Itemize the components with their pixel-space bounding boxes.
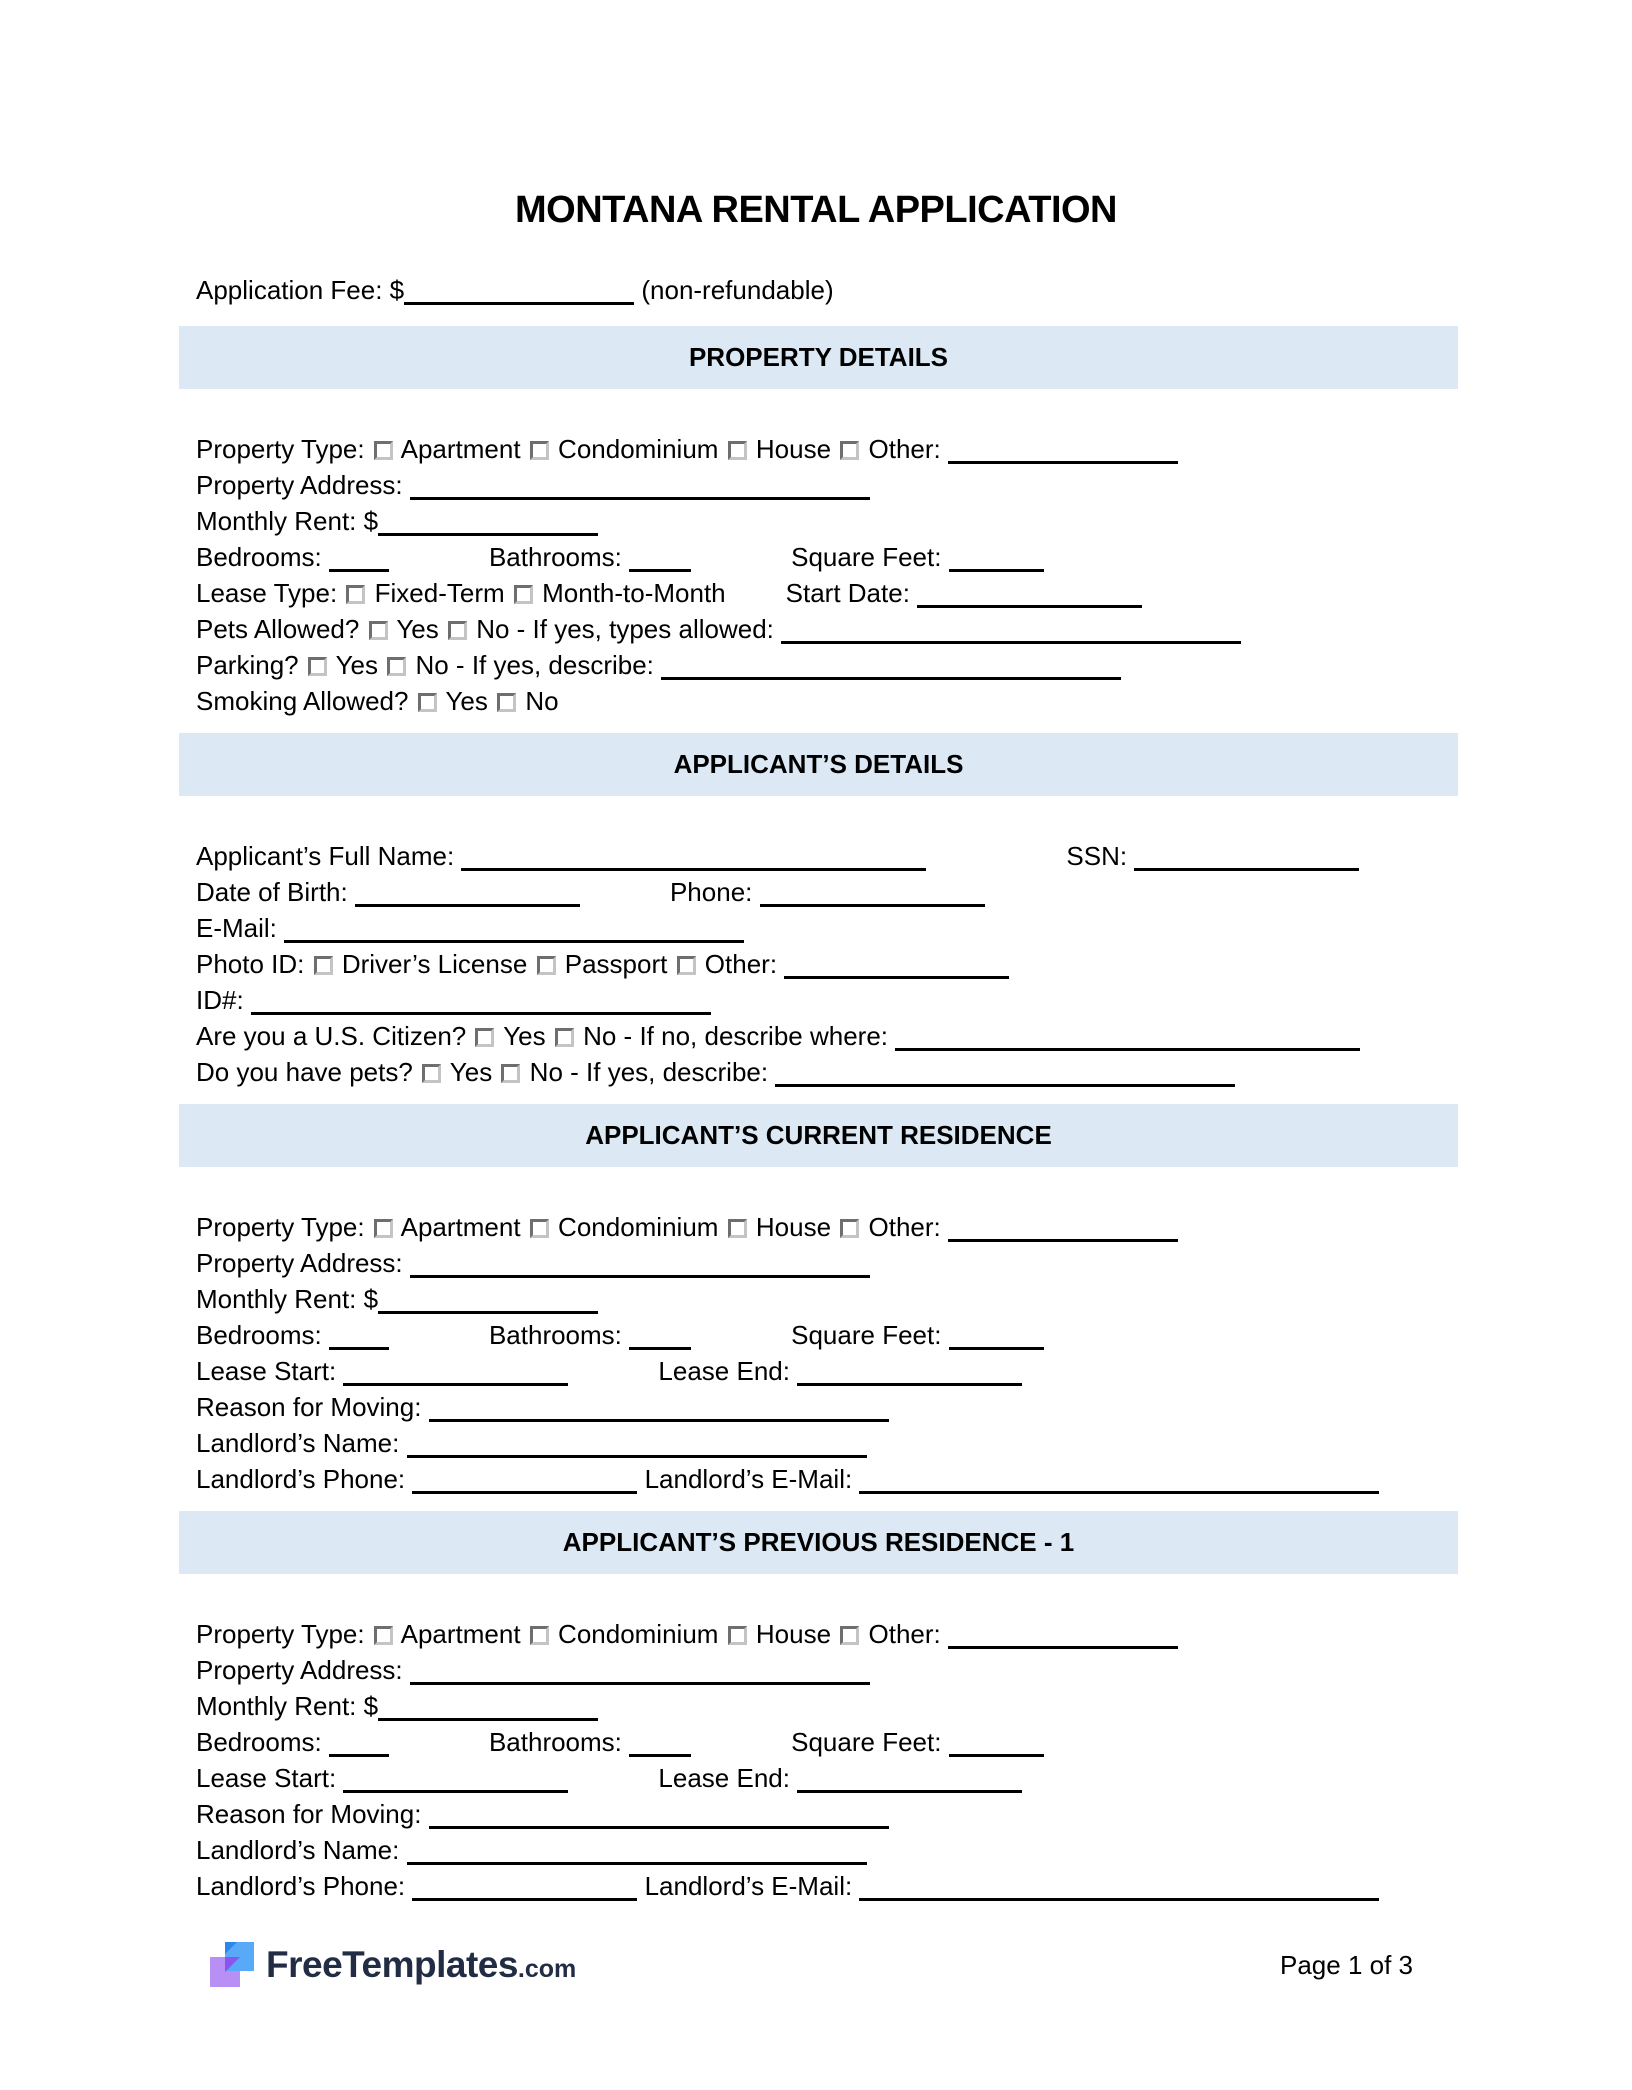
field-label: Lease Start: [196, 1356, 344, 1386]
field-label: Date of Birth: [196, 877, 355, 907]
field-label: Applicant’s Full Name: [196, 841, 462, 871]
fill-in-blank[interactable] [797, 1359, 1022, 1386]
field-label: Property Address: [196, 1248, 410, 1278]
field-label: Landlord’s Phone: [196, 1464, 413, 1494]
field-label: Landlord’s Name: [196, 1835, 407, 1865]
field-label: Property Type: [196, 434, 372, 464]
page-indicator: Page 1 of 3 [1280, 1949, 1413, 1980]
checkbox[interactable] [555, 1028, 574, 1047]
checkbox[interactable] [530, 1626, 549, 1645]
field-label: Condominium [550, 434, 726, 464]
field-label: Lease Type: [196, 578, 345, 608]
fill-in-blank[interactable] [949, 1323, 1044, 1350]
section-header: APPLICANT’S DETAILS [179, 733, 1458, 796]
field-label: (non-refundable) [634, 275, 834, 305]
footer [210, 1942, 1413, 1988]
fill-in-blank[interactable] [917, 581, 1142, 608]
field-label: Monthly Rent: $ [196, 506, 379, 536]
fill-in-blank[interactable] [407, 1431, 867, 1458]
fill-in-blank[interactable] [343, 1766, 568, 1793]
fill-in-blank[interactable] [410, 473, 870, 500]
field-label: Apartment [394, 1212, 528, 1242]
field-label: Bathrooms: [488, 1320, 630, 1350]
field-label: No [518, 686, 559, 716]
form-row [196, 575, 1482, 611]
form-row [196, 946, 1482, 982]
fill-in-blank[interactable] [797, 1766, 1022, 1793]
checkbox[interactable] [374, 1219, 393, 1238]
section-body [0, 796, 1632, 1104]
checkbox[interactable] [314, 956, 333, 975]
field-label: Property Type: [196, 1619, 372, 1649]
fill-in-blank[interactable] [895, 1024, 1360, 1051]
section-body [0, 1167, 1632, 1511]
field-label: Landlord’s Name: [196, 1428, 407, 1458]
field-label: Start Date: [785, 578, 918, 608]
form-row [196, 539, 1482, 575]
field-label: Yes [389, 614, 446, 644]
field-label: Yes [328, 650, 386, 680]
section-header: PROPERTY DETAILS [179, 326, 1458, 389]
form-row [196, 1317, 1482, 1353]
field-label: Square Feet: [791, 1320, 949, 1350]
field-label: No - If yes, describe: [522, 1057, 776, 1087]
fill-in-blank[interactable] [378, 1287, 598, 1314]
checkbox[interactable] [387, 657, 406, 676]
fill-in-blank[interactable] [948, 1215, 1178, 1242]
field-label: Driver’s License [334, 949, 535, 979]
checkbox[interactable] [422, 1064, 441, 1083]
form-row [196, 467, 1482, 503]
field-label: Other: [861, 434, 948, 464]
field-label: Yes [443, 1057, 500, 1087]
checkbox[interactable] [475, 1028, 494, 1047]
freetemplates-logo-icon [210, 1942, 254, 1988]
field-label: Property Address: [196, 470, 410, 500]
form-section [0, 1511, 1632, 1918]
field-label: Passport [557, 949, 675, 979]
section-header: APPLICANT’S CURRENT RESIDENCE [179, 1104, 1458, 1167]
checkbox[interactable] [308, 657, 327, 676]
section-body [0, 389, 1632, 733]
field-label: Monthly Rent: $ [196, 1691, 379, 1721]
field-label: House [748, 1212, 839, 1242]
field-label: House [748, 434, 839, 464]
checkbox[interactable] [728, 1219, 747, 1238]
form-row [196, 1868, 1482, 1904]
field-label: No - If yes, describe: [408, 650, 662, 680]
fill-in-blank[interactable] [859, 1874, 1379, 1901]
checkbox[interactable] [497, 693, 516, 712]
field-label: ID#: [196, 985, 251, 1015]
field-label: Lease End: [658, 1763, 798, 1793]
field-label: Bedrooms: [196, 1727, 329, 1757]
fill-in-blank[interactable] [859, 1467, 1379, 1494]
field-label: Landlord’s E-Mail: [637, 1464, 860, 1494]
fill-in-blank[interactable] [1134, 844, 1359, 871]
form-section [0, 733, 1632, 1104]
form-row [196, 1209, 1482, 1245]
field-label: Other: [861, 1619, 948, 1649]
fill-in-blank[interactable] [407, 1838, 867, 1865]
form-row [196, 1461, 1482, 1497]
form-row [196, 1245, 1482, 1281]
checkbox[interactable] [677, 956, 696, 975]
form-row [196, 982, 1482, 1018]
form-row [196, 1688, 1482, 1724]
field-label: Other: [697, 949, 785, 979]
checkbox[interactable] [374, 1626, 393, 1645]
field-label: SSN: [1066, 841, 1135, 871]
fill-in-blank[interactable] [378, 509, 598, 536]
form-row [196, 1616, 1482, 1652]
checkbox[interactable] [530, 1219, 549, 1238]
fill-in-blank[interactable] [404, 278, 634, 305]
field-label: Monthly Rent: $ [196, 1284, 379, 1314]
form-row [196, 838, 1482, 874]
fill-in-blank[interactable] [629, 1730, 691, 1757]
fill-in-blank[interactable] [949, 545, 1044, 572]
field-label: E-Mail: [196, 913, 285, 943]
field-label: Yes [496, 1021, 553, 1051]
fill-in-blank[interactable] [329, 1323, 389, 1350]
field-label: Condominium [550, 1619, 726, 1649]
field-label: Landlord’s E-Mail: [637, 1871, 860, 1901]
fill-in-blank[interactable] [661, 653, 1121, 680]
form-row [196, 647, 1482, 683]
field-label: Other: [861, 1212, 948, 1242]
fill-in-blank[interactable] [429, 1395, 889, 1422]
field-label: House [748, 1619, 839, 1649]
field-label: Square Feet: [791, 1727, 949, 1757]
form-row [196, 910, 1482, 946]
field-label: Square Feet: [791, 542, 949, 572]
section-body [0, 1574, 1632, 1918]
section-header: APPLICANT’S PREVIOUS RESIDENCE - 1 [179, 1511, 1458, 1574]
brand-suffix: .com [517, 1955, 577, 1983]
checkbox[interactable] [374, 441, 393, 460]
field-label: Photo ID: [196, 949, 312, 979]
fill-in-blank[interactable] [775, 1060, 1235, 1087]
fill-in-blank[interactable] [948, 437, 1178, 464]
checkbox[interactable] [418, 693, 437, 712]
fill-in-blank[interactable] [629, 1323, 691, 1350]
field-label: Parking? [196, 650, 306, 680]
fill-in-blank[interactable] [343, 1359, 568, 1386]
form-section [0, 1104, 1632, 1511]
field-label: Reason for Moving: [196, 1392, 429, 1422]
form-row [196, 1760, 1482, 1796]
form-section [0, 326, 1632, 733]
fill-in-blank[interactable] [948, 1622, 1178, 1649]
fill-in-blank[interactable] [410, 1251, 870, 1278]
form-row [196, 1353, 1482, 1389]
form-row [196, 611, 1482, 647]
field-label: Lease Start: [196, 1763, 344, 1793]
field-label: Fixed-Term [367, 578, 512, 608]
field-label: Property Address: [196, 1655, 410, 1685]
checkbox[interactable] [530, 441, 549, 460]
checkbox[interactable] [728, 1626, 747, 1645]
fill-in-blank[interactable] [429, 1802, 889, 1829]
fill-in-blank[interactable] [760, 880, 985, 907]
checkbox[interactable] [501, 1064, 520, 1083]
fill-in-blank[interactable] [329, 545, 389, 572]
field-label: Pets Allowed? [196, 614, 367, 644]
form-row [196, 874, 1482, 910]
field-label: Bedrooms: [196, 542, 329, 572]
field-label: Application Fee: $ [196, 275, 405, 305]
form-row [196, 683, 1482, 719]
checkbox[interactable] [514, 585, 533, 604]
field-label: Property Type: [196, 1212, 372, 1242]
form-row [196, 431, 1482, 467]
fill-in-blank[interactable] [412, 1874, 637, 1901]
form-row [196, 1018, 1482, 1054]
checkbox[interactable] [369, 621, 388, 640]
field-label: Month-to-Month [534, 578, 726, 608]
field-label: No - If no, describe where: [575, 1021, 896, 1051]
page-title: MONTANA RENTAL APPLICATION [515, 189, 1117, 231]
freetemplates-logo [210, 1942, 576, 1988]
form-row [196, 1796, 1482, 1832]
fill-in-blank[interactable] [949, 1730, 1044, 1757]
field-label: Condominium [550, 1212, 726, 1242]
form-row [196, 1054, 1482, 1090]
fill-in-blank[interactable] [410, 1658, 870, 1685]
fill-in-blank[interactable] [629, 545, 691, 572]
field-label: Reason for Moving: [196, 1799, 429, 1829]
field-label: Apartment [394, 1619, 528, 1649]
field-label: Landlord’s Phone: [196, 1871, 413, 1901]
fill-in-blank[interactable] [251, 988, 711, 1015]
field-label: No - If yes, types allowed: [468, 614, 782, 644]
form-row [196, 1389, 1482, 1425]
fill-in-blank[interactable] [329, 1730, 389, 1757]
field-label: Bathrooms: [488, 1727, 630, 1757]
field-label: Yes [438, 686, 496, 716]
field-label: Smoking Allowed? [196, 686, 416, 716]
brand-name: FreeTemplates [266, 1944, 518, 1985]
logo-text [266, 1944, 576, 1986]
field-label: Apartment [394, 434, 528, 464]
checkbox[interactable] [537, 956, 556, 975]
checkbox[interactable] [448, 621, 467, 640]
checkbox[interactable] [728, 441, 747, 460]
checkbox[interactable] [840, 441, 859, 460]
form-row [196, 1832, 1482, 1868]
form-sections [0, 326, 1632, 1918]
fill-in-blank[interactable] [461, 844, 926, 871]
fill-in-blank[interactable] [412, 1467, 637, 1494]
fill-in-blank[interactable] [784, 952, 1009, 979]
field-label: Do you have pets? [196, 1057, 421, 1087]
fill-in-blank[interactable] [355, 880, 580, 907]
field-label: Lease End: [658, 1356, 798, 1386]
checkbox[interactable] [346, 585, 365, 604]
checkbox[interactable] [840, 1219, 859, 1238]
form-row [196, 1281, 1482, 1317]
field-label: Bathrooms: [488, 542, 630, 572]
form-row [196, 1425, 1482, 1461]
fill-in-blank[interactable] [284, 916, 744, 943]
form-row [196, 1724, 1482, 1760]
field-label: Bedrooms: [196, 1320, 329, 1350]
checkbox[interactable] [840, 1626, 859, 1645]
field-label: Are you a U.S. Citizen? [196, 1021, 474, 1051]
application-fee-row [196, 272, 1482, 308]
fill-in-blank[interactable] [378, 1694, 598, 1721]
form-row [196, 1652, 1482, 1688]
field-label: Phone: [669, 877, 760, 907]
form-row [196, 503, 1482, 539]
fill-in-blank[interactable] [781, 617, 1241, 644]
